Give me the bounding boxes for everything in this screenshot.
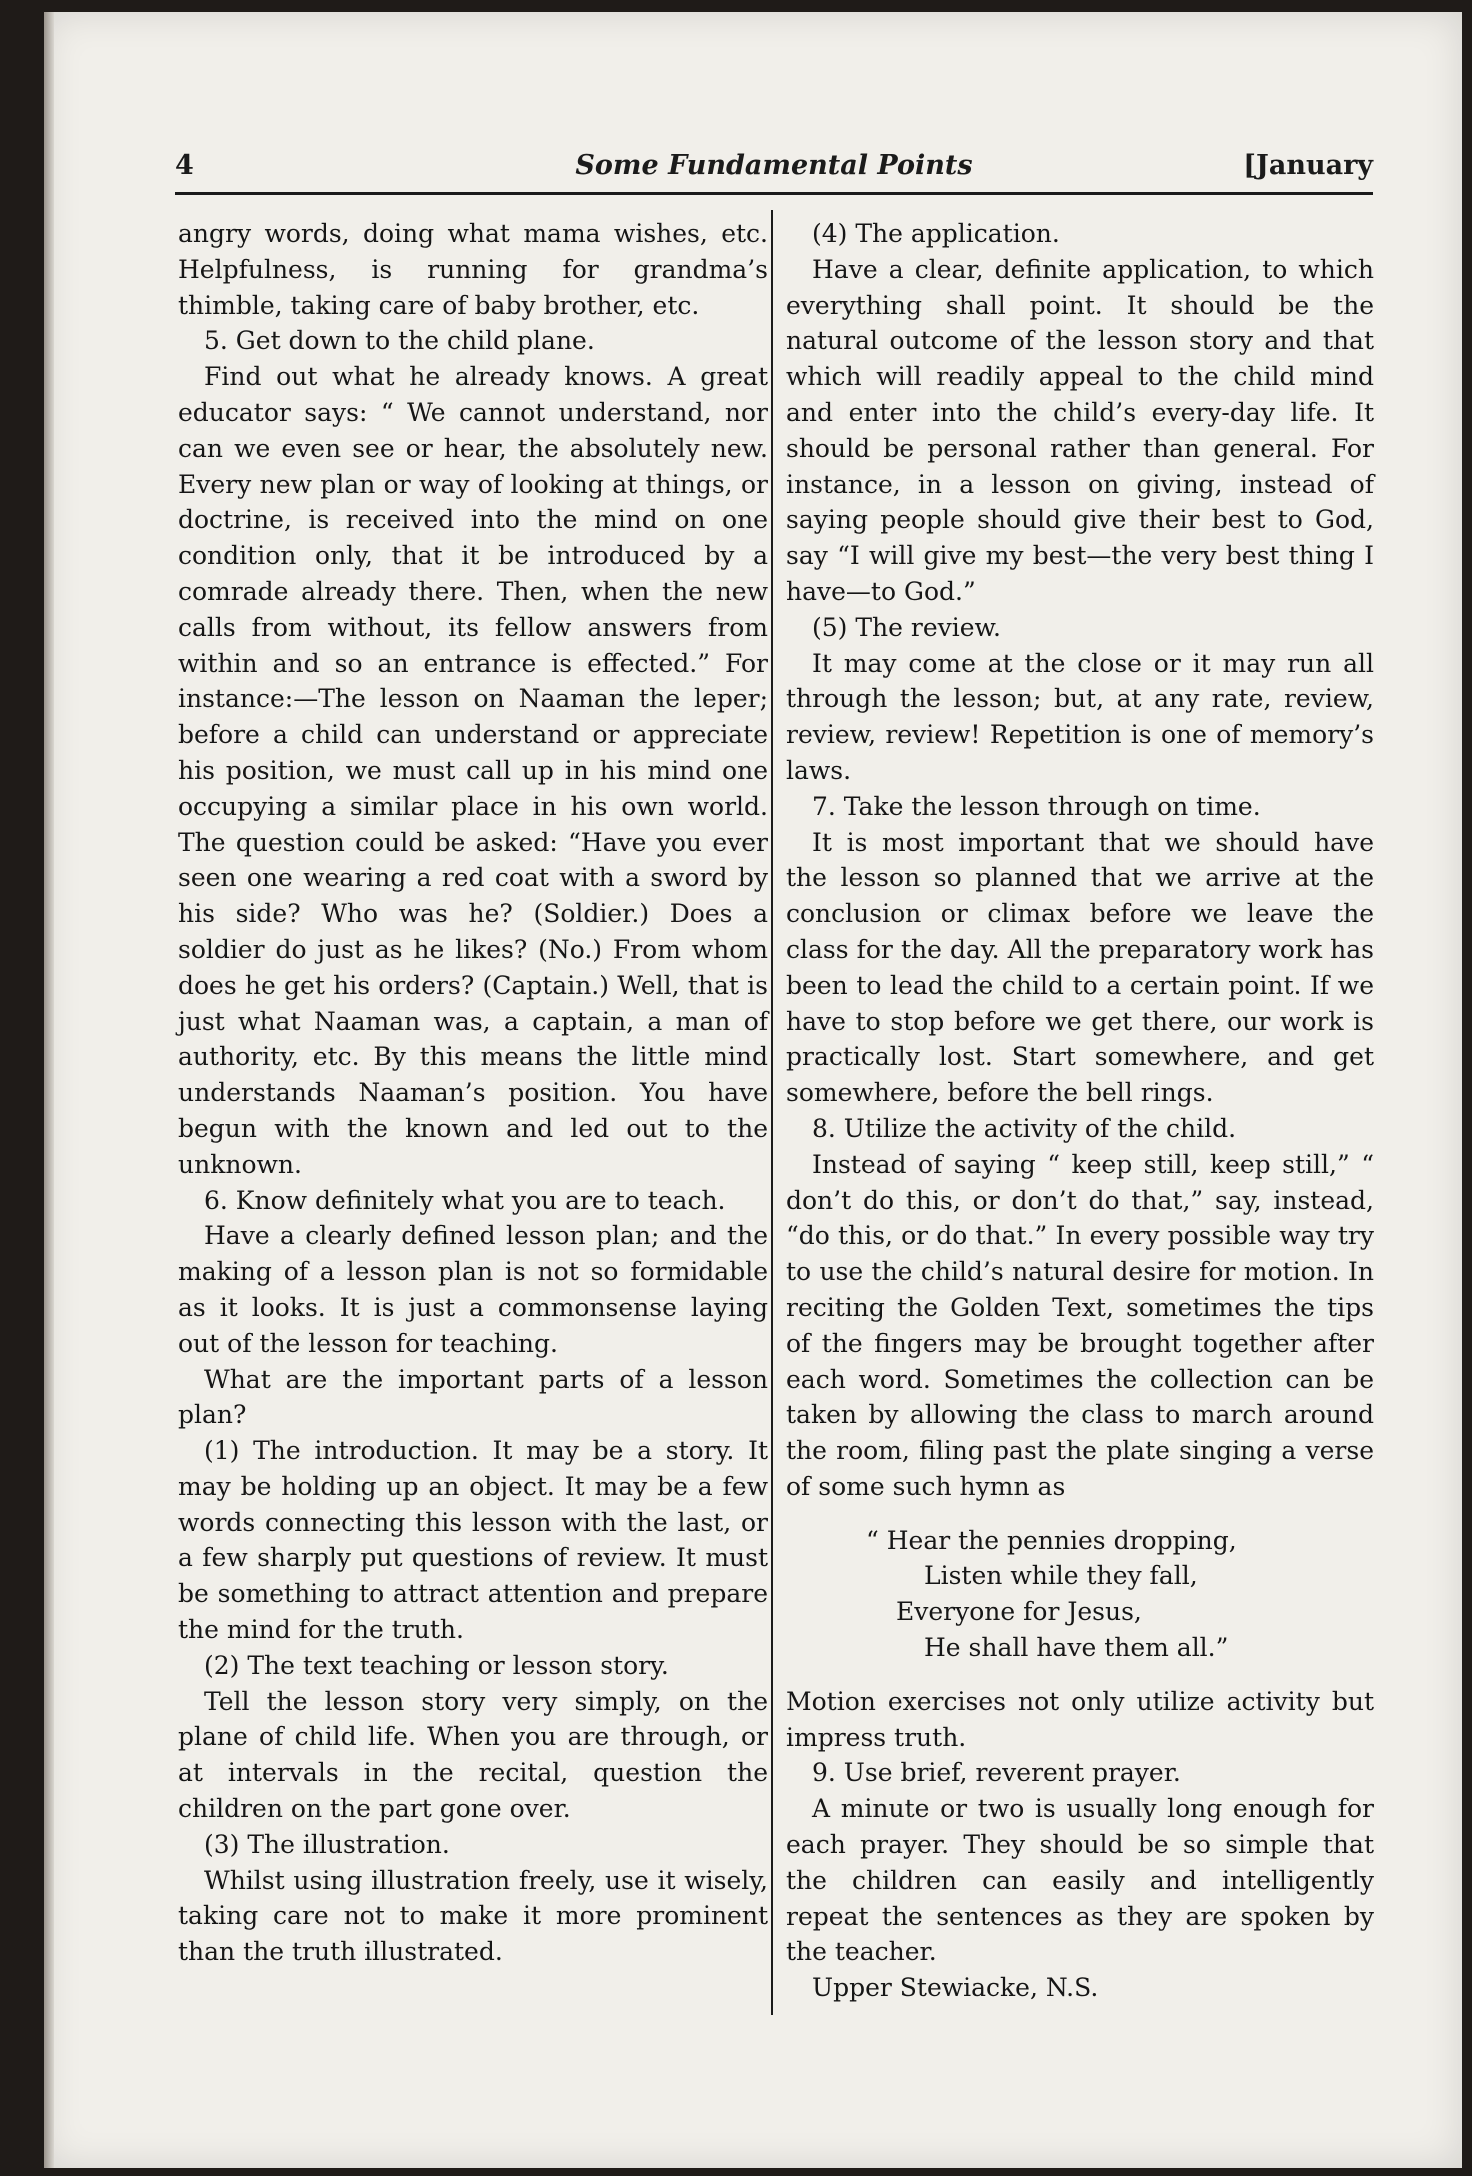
paragraph: (5) The review. [812,612,1001,642]
hymn-verse [786,1523,1374,1666]
running-month: [January [1243,150,1373,181]
running-title: Some Fundamental Points [575,150,973,181]
paragraph: Motion exercises not only utilize activity but impress truth. [786,1686,1374,1752]
paragraph: 7. Take the lesson through on time. [812,791,1261,821]
hymn-line: “ Hear the pennies dropping, [866,1525,1237,1555]
paragraph: Tell the lesson story very simply, on the plane of child life. When you are through, or at intervals in the recital, question the children on the part gone over. [178,1686,768,1824]
paragraph: It may come at the close or it may run all through the lesson; but, at any rate, review, review, review! Repetition is one of memory’s laws. [786,648,1374,785]
paragraph: A minute or two is usually long enough for each prayer. They should be so simple that the children can easily and intelligently repeat the sentences as they are spoken by the teacher. [786,1794,1374,1967]
paragraph: (1) The introduction. It may be a story. It may be holding up an object. It may be a few words connecting this lesson with the last, or a few sharply put questions of review. It must be something to attract attention and prepare the mind for the truth. [178,1436,768,1645]
left-column [178,216,768,1970]
paragraph: (3) The illustration. [204,1829,450,1859]
column-divider [771,210,773,2015]
paragraph: Find out what he already knows. A great educator says: “ We cannot understand, nor can we even see or hear, the absolutely new. Every new plan or way of looking at things, or doctrine, is received into the mind on one condition only, that it be introduced by a comrade already there. Then, when the new calls from without, its fellow answers from within and so an entrance is effected.” For instance:—The lesson on Naaman the leper; before a child can understand or appreciate his position, we must call up in his mind one occupying a similar place in his own world. The question could be asked: “Have you ever seen one wearing a red coat with a sword by his side? Who was he? (Soldier.) Does a soldier do just as he likes? (No.) From whom does he get his orders? (Captain.) Well, that is just what Naaman was, a captain, a man of authority, etc. By this means the little mind understands Naaman’s position. You have begun with the known and led out to the unknown. [178,362,768,1179]
running-header [175,146,1373,186]
page-binding-edge [44,12,54,2168]
hymn-line: Listen while they fall, [924,1561,1198,1591]
paragraph: What are the important parts of a lesson plan? [178,1364,768,1430]
paragraph: 8. Utilize the activity of the child. [812,1113,1237,1143]
paragraph: 5. Get down to the child plane. [204,326,595,356]
paragraph: It is most important that we should have the lesson so planned that we arrive at the conclusion or climax before we leave the class for the day. All the preparatory work has been to lead the child to a certain point. If we have to stop before we get there, our work is practically lost. Start somewhere, and get somewhere, before the bell rings. [786,827,1374,1108]
paragraph: (4) The application. [812,219,1060,248]
paragraph: 9. Use brief, reverent prayer. [812,1758,1181,1788]
paragraph: angry words, doing what mama wishes, etc. Helpfulness, is running for grandma’s thimble, taking care of baby brother, etc. [178,219,768,320]
paragraph: Have a clearly defined lesson plan; and the making of a lesson plan is not so formidable as it looks. It is just a commonsense laying out of the lesson for teaching. [178,1221,768,1358]
hymn-line: Everyone for Jesus, [896,1597,1142,1627]
paragraph: (2) The text teaching or lesson story. [204,1650,669,1680]
page-number: 4 [175,150,194,181]
paragraph: Have a clear, definite application, to which everything shall point. It should be the natural outcome of the lesson story and that which will readily appeal to the child mind and enter into the child’s every-day life. It should be personal rather than general. For instance, in a lesson on giving, instead of saying people should give their best to God, say “I will give my best—the very best thing I have—to God.” [786,254,1374,606]
signature: Upper Stewiacke, N.S. [812,1973,1099,2003]
hymn-line: He shall have them all.” [924,1633,1229,1663]
paragraph: Whilst using illustration freely, use it wisely, taking care not to make it more prominent than the truth illustrated. [178,1865,768,1967]
right-column [786,216,1374,2006]
paragraph: 6. Know definitely what you are to teach. [204,1185,726,1215]
paragraph: Instead of saying “ keep still, keep still,” “ don’t do this, or don’t do that,” say, instead, “do this, or do that.” In every possible way try to use the child’s natural desire for motion. In reciting the Golden Text, sometimes the tips of the fingers may be brought together after each word. Sometimes the collection can be taken by allowing the class to march around the room, filing past the plate singing a verse of some such hymn as [786,1149,1374,1501]
header-rule [175,192,1373,195]
